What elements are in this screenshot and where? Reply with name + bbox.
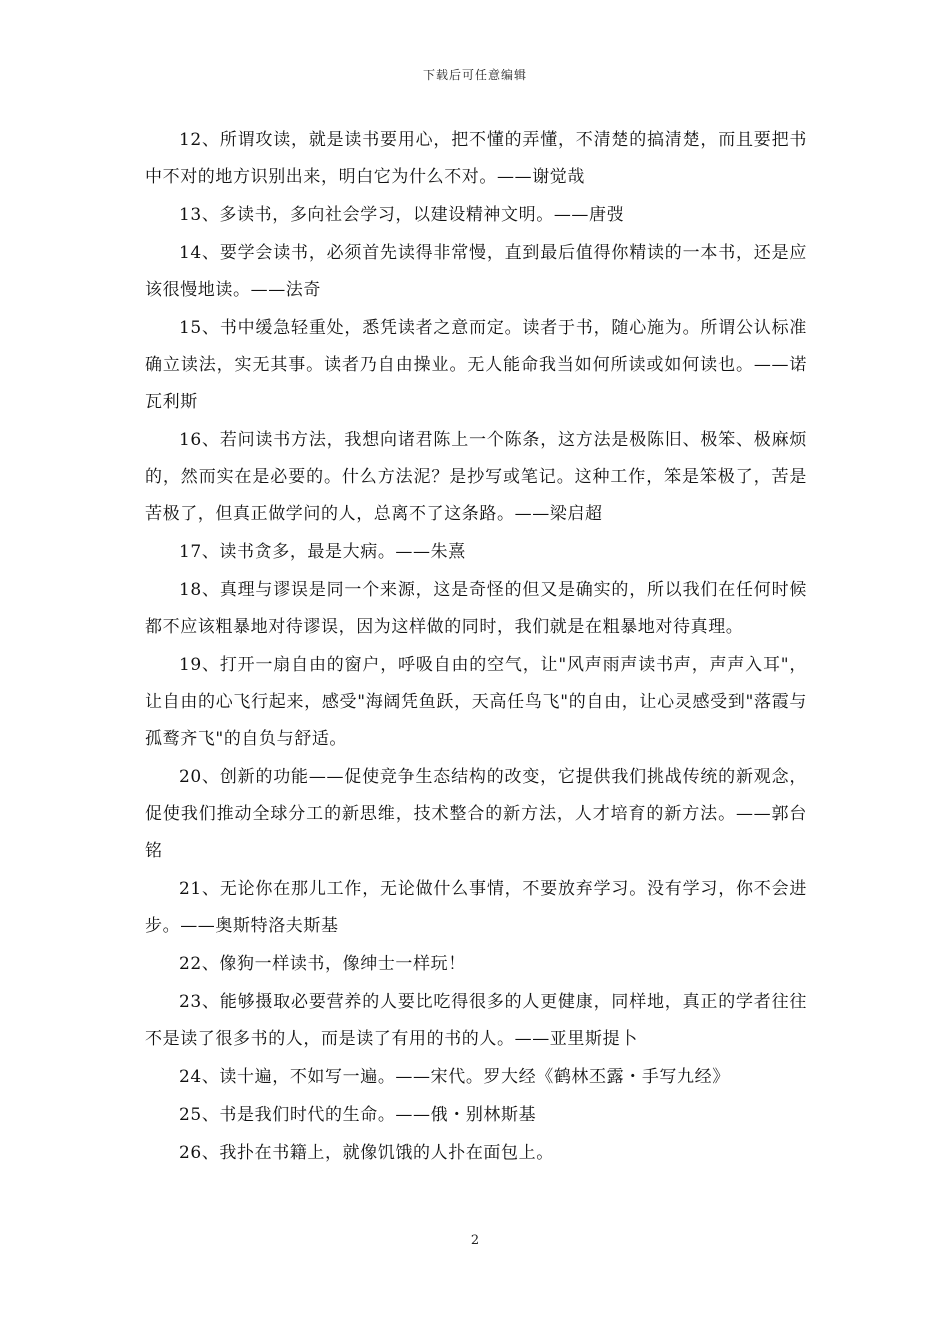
quote-paragraph: 16、若问读书方法，我想向诸君陈上一个陈条，这方法是极陈旧、极笨、极麻烦的，然而实在是必要的。什么方法泥？是抄写或笔记。这种工作，笨是笨极了，苦是苦极了，但真正做学问的人，总离不了这条路。——梁启超 — [145, 430, 807, 524]
quote-paragraph: 19、打开一扇自由的窗户，呼吸自由的空气，让"风声雨声读书声，声声入耳"，让自由的心飞行起来，感受"海阔凭鱼跃，天高任鸟飞"的自由，让心灵感受到"落霞与孤鹜齐飞"的自负与舒适。 — [145, 655, 807, 749]
quote-paragraph: 17、读书贪多，最是大病。——朱熹 — [179, 542, 466, 562]
quote-paragraph: 20、创新的功能——促使竞争生态结构的改变，它提供我们挑战传统的新观念，促使我们推动全球分工的新思维，技术整合的新方法，人才培育的新方法。——郭台铭 — [145, 767, 807, 861]
quote-paragraph: 14、要学会读书，必须首先读得非常慢，直到最后值得你精读的一本书，还是应该很慢地读。——法奇 — [145, 243, 807, 300]
quote-paragraph: 23、能够摄取必要营养的人要比吃得很多的人更健康，同样地，真正的学者往往不是读了很多书的人，而是读了有用的书的人。——亚里斯提卜 — [145, 992, 807, 1049]
quote-paragraph: 21、无论你在那儿工作，无论做什么事情，不要放弃学习。没有学习，你不会进步。——奥斯特洛夫斯基 — [145, 879, 807, 936]
quote-paragraph: 22、像狗一样读书，像绅士一样玩！ — [179, 954, 466, 974]
quote-paragraph: 15、书中缓急轻重处，悉凭读者之意而定。读者于书，随心施为。所谓公认标准确立读法，实无其事。读者乃自由操业。无人能命我当如何所读或如何读也。——诺瓦利斯 — [145, 318, 807, 412]
quote-paragraph: 12、所谓攻读，就是读书要用心，把不懂的弄懂，不清楚的搞清楚，而且要把书中不对的地方识别出来，明白它为什么不对。——谢觉哉 — [145, 130, 807, 187]
page-header: 下载后可任意编辑 — [422, 68, 527, 82]
quote-paragraph: 25、书是我们时代的生命。——俄・别林斯基 — [179, 1105, 537, 1125]
quote-paragraph: 24、读十遍，不如写一遍。——宋代。罗大经《鹤林丕露・手写九经》 — [179, 1067, 730, 1087]
quote-paragraph: 13、多读书，多向社会学习，以建设精神文明。——唐弢 — [179, 205, 625, 225]
page-content — [145, 122, 807, 1173]
page-number: 2 — [470, 1233, 480, 1248]
quote-paragraph: 26、我扑在书籍上，就像饥饿的人扑在面包上。 — [179, 1143, 554, 1163]
quote-paragraph: 18、真理与谬误是同一个来源，这是奇怪的但又是确实的，所以我们在任何时候都不应该粗暴地对待谬误，因为这样做的同时，我们就是在粗暴地对待真理。 — [145, 580, 807, 637]
